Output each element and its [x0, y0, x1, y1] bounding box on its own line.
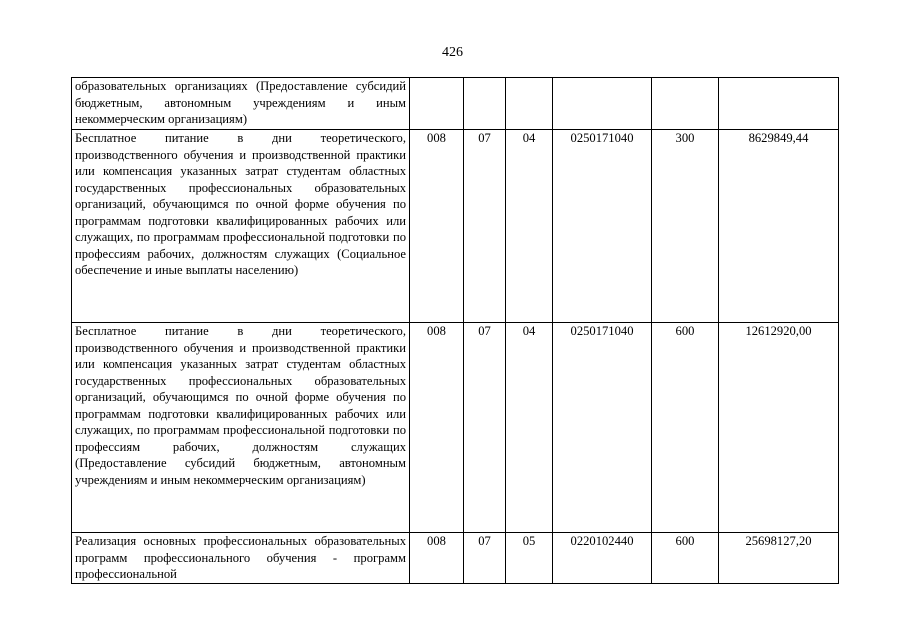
row-ministry-code: 008 — [410, 130, 464, 323]
table-row — [72, 533, 839, 584]
row-ministry-code: 008 — [410, 323, 464, 533]
budget-table — [71, 77, 839, 584]
row-description: Бесплатное питание в дни теоретического, производственного обучения и производственной практики или компенсация указанных затрат студентам областных государственных профессиональных образовательных организаций, обучающимся по очной форме обучения по программам подготовки квалифицированных рабочих или служащих, по программам профессиональной подготовки по профессиям рабочих, должностям служащих (Предоставление субсидий бюджетным, автономным учреждениям и иным некоммерческим организациям) — [72, 323, 410, 533]
row-expense-type — [652, 78, 719, 130]
row-subsection-code: 04 — [506, 323, 553, 533]
row-section-code — [464, 78, 506, 130]
table-row — [72, 130, 839, 323]
row-description: образовательных организациях (Предоставление субсидий бюджетным, автономным учреждениям и иным некоммерческим организациям) — [72, 78, 410, 130]
row-amount — [719, 78, 839, 130]
row-amount: 8629849,44 — [719, 130, 839, 323]
row-subsection-code: 05 — [506, 533, 553, 584]
row-section-code: 07 — [464, 130, 506, 323]
row-ministry-code: 008 — [410, 533, 464, 584]
row-target-code: 0250171040 — [553, 323, 652, 533]
row-description: Бесплатное питание в дни теоретического, производственного обучения и производственной практики или компенсация указанных затрат студентам областных государственных профессиональных образовательных организаций, обучающимся по очной форме обучения по программам подготовки квалифицированных рабочих или служащих, по программам профессиональной подготовки по профессиям рабочих, должностям служащих (Социальное обеспечение и иные выплаты населению) — [72, 130, 410, 323]
row-subsection-code: 04 — [506, 130, 553, 323]
row-amount: 25698127,20 — [719, 533, 839, 584]
table-row — [72, 323, 839, 533]
row-section-code: 07 — [464, 323, 506, 533]
row-section-code: 07 — [464, 533, 506, 584]
row-target-code — [553, 78, 652, 130]
row-expense-type: 300 — [652, 130, 719, 323]
row-expense-type: 600 — [652, 533, 719, 584]
row-amount: 12612920,00 — [719, 323, 839, 533]
row-subsection-code — [506, 78, 553, 130]
row-description: Реализация основных профессиональных образовательных программ профессионального обучения - программ профессиональной — [72, 533, 410, 584]
row-target-code: 0250171040 — [553, 130, 652, 323]
row-ministry-code — [410, 78, 464, 130]
page-number: 426 — [442, 45, 463, 60]
table-row — [72, 78, 839, 130]
row-target-code: 0220102440 — [553, 533, 652, 584]
row-expense-type: 600 — [652, 323, 719, 533]
